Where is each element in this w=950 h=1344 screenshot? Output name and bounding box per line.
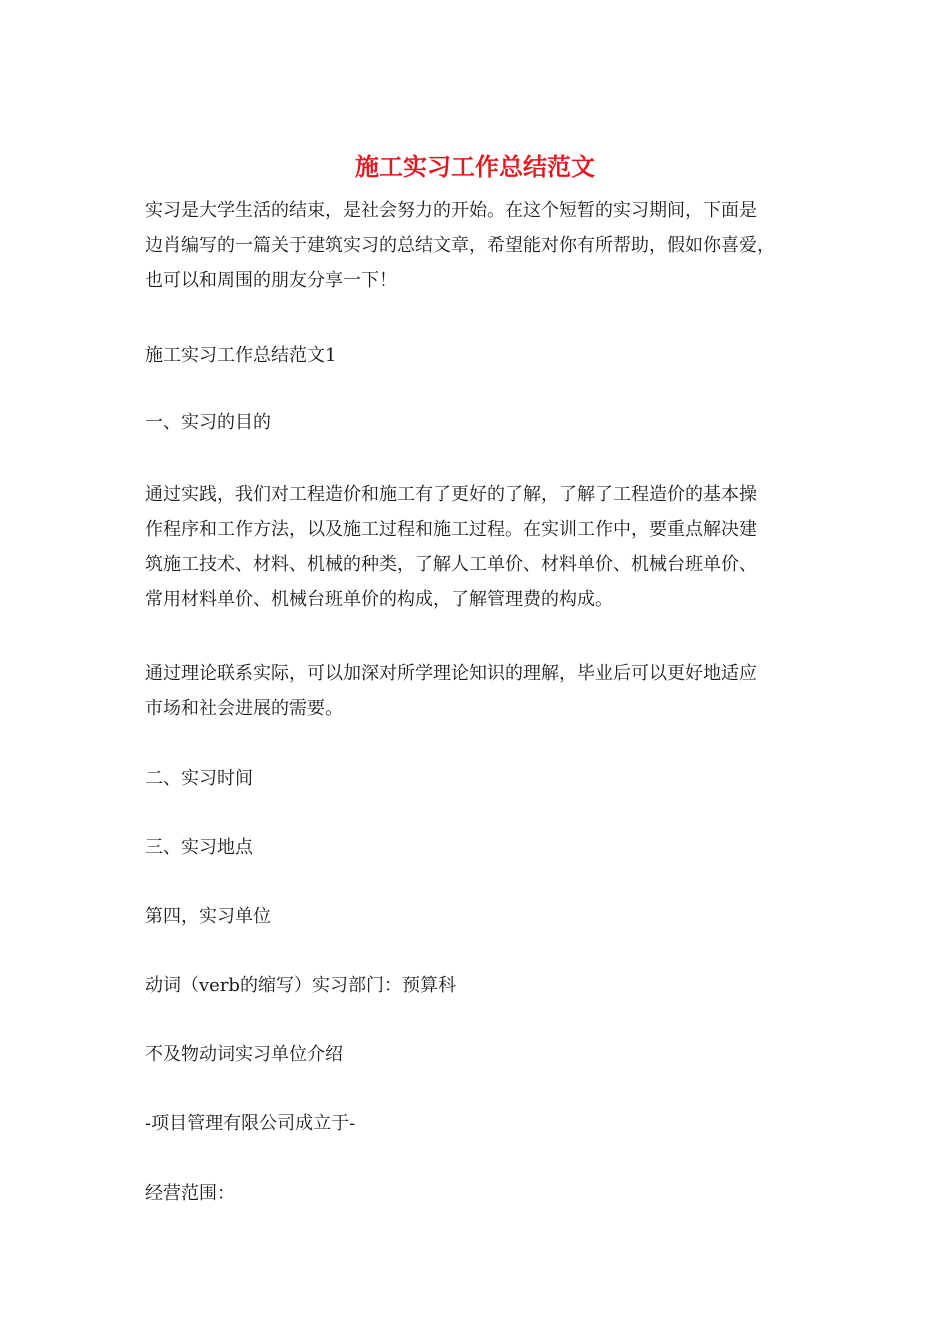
- theory-line-2: 市场和社会进展的需要。: [145, 698, 343, 719]
- purpose-line-3: 筑施工技术、材料、机械的种类，了解人工单价、材料单价、机械台班单价、: [145, 554, 757, 575]
- purpose-paragraph: [145, 477, 813, 617]
- business-scope-line: 经营范围：: [145, 1183, 235, 1204]
- heading-purpose: 一、实习的目的: [145, 412, 271, 433]
- document-title: 施工实习工作总结范文: [355, 152, 595, 181]
- intro-line-2: 边肖编写的一篇关于建筑实习的总结文章，希望能对你有所帮助，假如你喜爱，: [145, 235, 775, 256]
- heading-unit: 第四，实习单位: [145, 906, 271, 927]
- section-heading: 施工实习工作总结范文1: [145, 345, 337, 366]
- purpose-line-2: 作程序和工作方法，以及施工过程和施工过程。在实训工作中，要重点解决建: [145, 519, 757, 540]
- theory-paragraph: [145, 656, 813, 726]
- department-line: 动词（verb的缩写）实习部门：预算科: [145, 975, 456, 996]
- intro-paragraph: [145, 193, 813, 298]
- intro-line-1: 实习是大学生活的结束，是社会努力的开始。在这个短暂的实习期间，下面是: [145, 200, 757, 221]
- company-line: -项目管理有限公司成立于-: [145, 1113, 356, 1134]
- intro-line-3: 也可以和周围的朋友分享一下！: [145, 270, 397, 291]
- heading-place: 三、实习地点: [145, 837, 253, 858]
- theory-line-1: 通过理论联系实际，可以加深对所学理论知识的理解，毕业后可以更好地适应: [145, 663, 757, 684]
- heading-time: 二、实习时间: [145, 768, 253, 789]
- purpose-line-1: 通过实践，我们对工程造价和施工有了更好的了解，了解了工程造价的基本操: [145, 484, 757, 505]
- unit-intro-line: 不及物动词实习单位介绍: [145, 1044, 343, 1065]
- purpose-line-4: 常用材料单价、机械台班单价的构成，了解管理费的构成。: [145, 589, 613, 610]
